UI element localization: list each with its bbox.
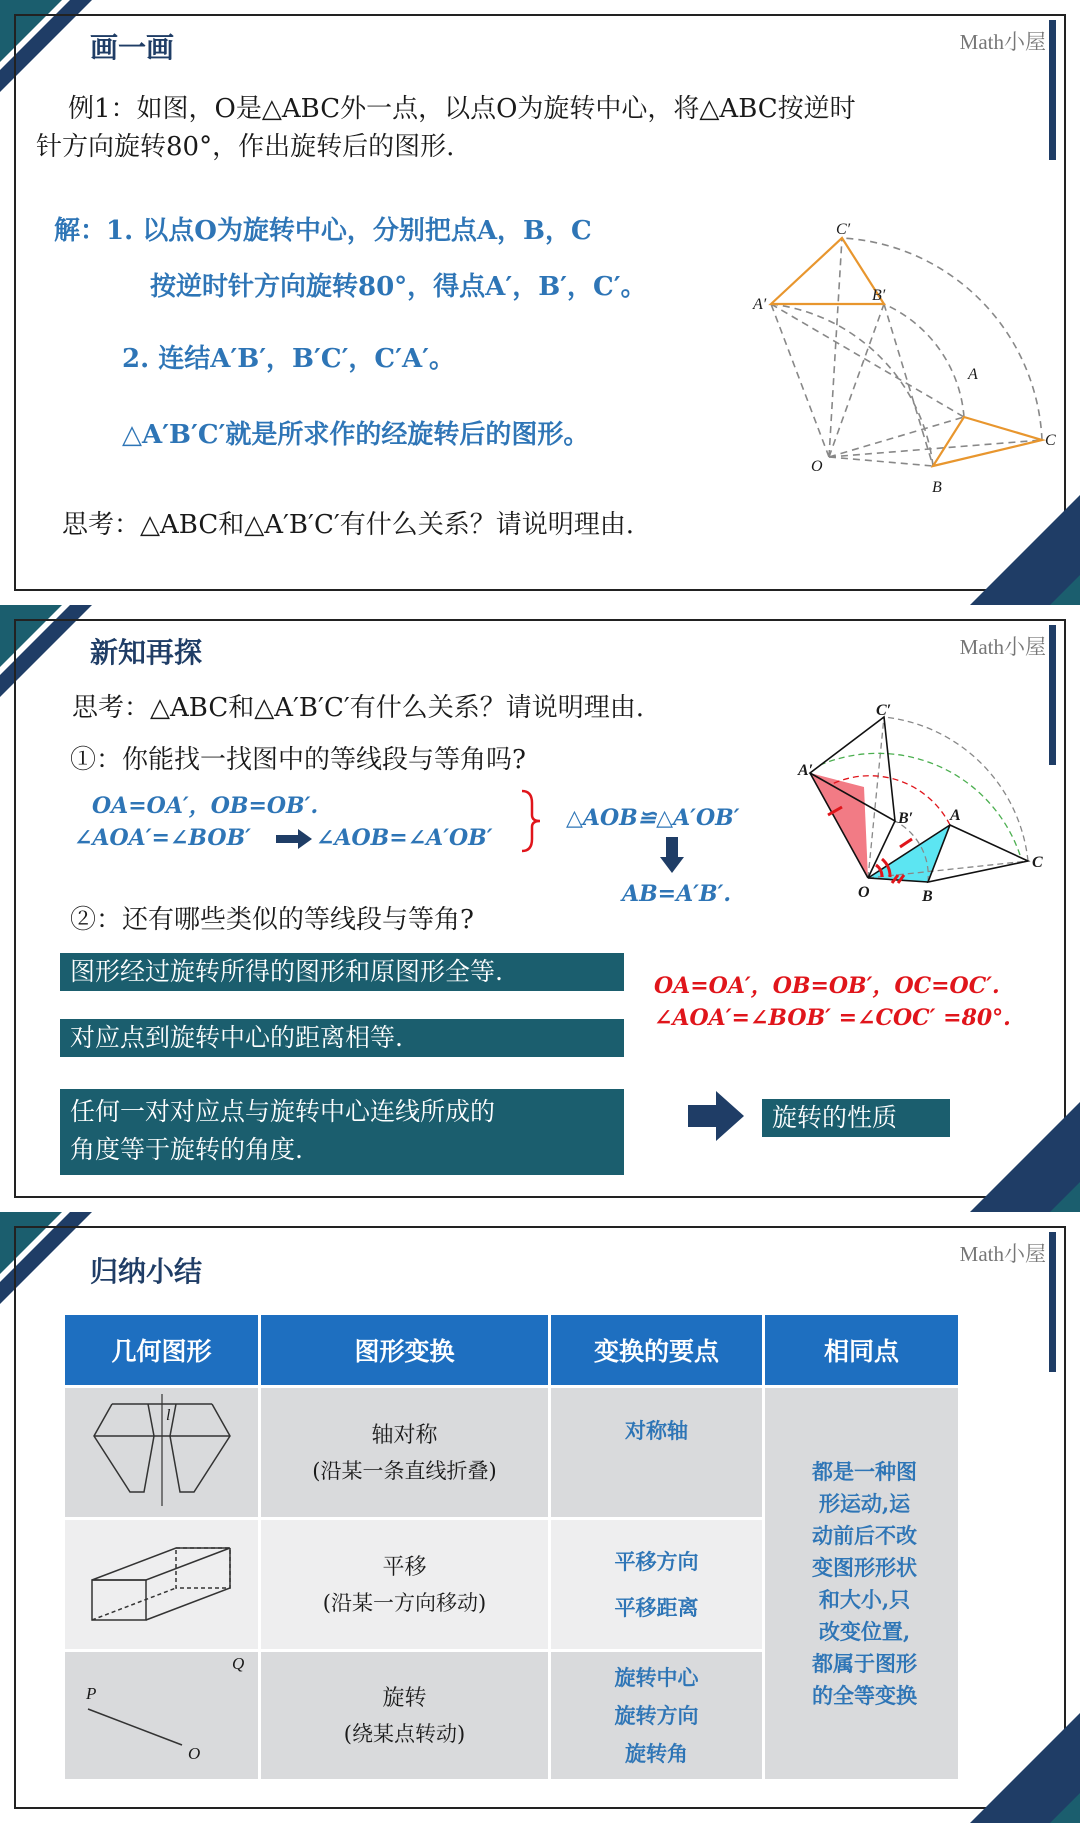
equal-rotation-angles: ∠AOA′=∠BOB′ =∠COC′ =80°. [654,1005,1011,1031]
points-cell [550,1387,764,1519]
equal-distances: OA=OA′，OB=OB′，OC=OC′. [654,973,1000,999]
solution-step: 解：1. 以点O为旋转中心，分别把点A，B，C [54,216,592,246]
equal-segments: OA=OA′，OB=OB′. [92,793,319,819]
example-text: 例1：如图，O是△ABC外一点，以点O为旋转中心，将△ABC按逆时 [68,94,856,124]
common-line: 和大小,只 [818,1586,911,1612]
think-question: 思考：△ABC和△A′B′C′有什么关系？请说明理由. [62,510,635,540]
transform-desc: (沿某一条直线折叠) [312,1458,497,1483]
brace-icon [518,789,544,853]
figure-cell [64,1651,260,1781]
slide-summary [0,1212,1080,1823]
transform-cell [260,1519,550,1651]
table-header: 几何图形 [64,1314,260,1387]
logo: Math小屋 [959,1242,1046,1266]
side-bar [1049,1232,1056,1372]
point-label: Q [231,1654,244,1673]
table-header: 图形变换 [260,1314,550,1387]
key-point: 对称轴 [625,1418,688,1443]
label-O: O [858,884,870,901]
table-header: 变换的要点 [550,1314,764,1387]
common-cell [764,1387,960,1781]
label-C1: C′ [876,702,892,719]
transform-desc: (沿某一方向移动) [322,1590,487,1615]
table-row [64,1387,960,1519]
common-line: 变图形形状 [812,1554,917,1580]
logo: Math小屋 [959,30,1046,54]
rotation-property-label: 旋转的性质 [762,1099,950,1137]
common-line: 形运动,运 [818,1490,911,1516]
arrow-right-icon [688,1091,746,1141]
key-point: 平移方向 [614,1548,699,1574]
solution-step: 2. 连结A′B′，B′C′，C′A′。 [122,344,456,374]
solution-step: △A′B′C′就是所求作的经旋转后的图形。 [122,420,590,450]
slide-draw [0,0,1080,605]
label-C: C [1045,432,1056,449]
table-header: 相同点 [764,1314,960,1387]
section-title: 画一画 [90,31,175,64]
transform-name: 平移 [382,1554,427,1580]
arrow-right-icon [276,827,316,851]
slide-explore [0,605,1080,1212]
translation-figure [72,1522,252,1642]
key-point: 旋转中心 [614,1664,699,1690]
figure-cell [64,1519,260,1651]
section-title: 新知再探 [90,636,203,669]
axis-label: l [165,1407,170,1424]
point-label: O [187,1744,200,1763]
label-A: A [968,366,978,383]
question-2: ②：还有哪些类似的等线段与等角? [70,905,474,935]
equal-angles-derived: ∠AOB=∠A′OB′ [316,825,493,851]
symmetric-figure [72,1390,252,1510]
label-B1: B′ [872,287,886,304]
key-point: 旋转方向 [614,1702,699,1728]
solution-step: 按逆时针方向旋转80°，得点A′，B′，C′。 [150,272,647,302]
corner-decoration [840,1072,1080,1212]
property-box-3-line: 任何一对对应点与旋转中心连线所成的 [70,1097,496,1126]
equal-angles: ∠AOA′=∠BOB′ [74,825,251,851]
rotation-figure [750,222,1070,502]
common-line: 都是一种图 [812,1458,917,1484]
label-B: B [932,479,942,496]
property-box-1: 图形经过旋转所得的图形和原图形全等. [60,953,624,991]
transform-name: 轴对称 [371,1422,438,1448]
summary-table [62,1312,961,1782]
arrow-down-icon [660,837,684,877]
points-cell [550,1519,764,1651]
example-text: 针方向旋转80°，作出旋转后的图形. [36,132,455,162]
label-O: O [811,458,823,475]
points-cell [550,1651,764,1781]
congruence: △AOB≌△A′OB′ [566,805,740,831]
property-box-3-line: 角度等于旋转的角度. [70,1135,303,1164]
rotation-figure-annotated [798,702,1060,925]
key-point: 平移距离 [614,1594,699,1620]
transform-desc: (绕某点转动) [343,1721,466,1746]
label-A: A [950,807,961,824]
label-A1: A′ [753,296,767,313]
label-B1: B′ [898,810,914,827]
common-line: 动前后不改 [812,1522,917,1548]
common-line: 改变位置, [818,1618,911,1644]
rotation-small-figure [72,1653,252,1773]
figure-cell [64,1387,260,1519]
property-box-2: 对应点到旋转中心的距离相等. [60,1019,624,1057]
question-1: ①：你能找一找图中的等线段与等角吗? [70,745,526,775]
label-B: B [922,888,933,905]
label-C: C [1032,854,1043,871]
property-box-3 [60,1089,624,1175]
section-title: 归纳小结 [90,1255,203,1288]
label-A1: A′ [798,762,814,779]
think-question: 思考：△ABC和△A′B′C′有什么关系？请说明理由. [72,693,645,723]
key-point: 旋转角 [625,1740,688,1766]
label-C1: C′ [836,221,851,238]
transform-cell [260,1387,550,1519]
logo: Math小屋 [959,635,1046,659]
common-line: 的全等变换 [812,1682,917,1708]
side-bar [1049,20,1056,160]
table-header-row [64,1314,960,1387]
point-label: P [85,1684,96,1703]
transform-name: 旋转 [382,1685,427,1711]
segment-result: AB=A′B′. [622,881,732,907]
transform-cell [260,1651,550,1781]
common-line: 都属于图形 [812,1650,917,1676]
